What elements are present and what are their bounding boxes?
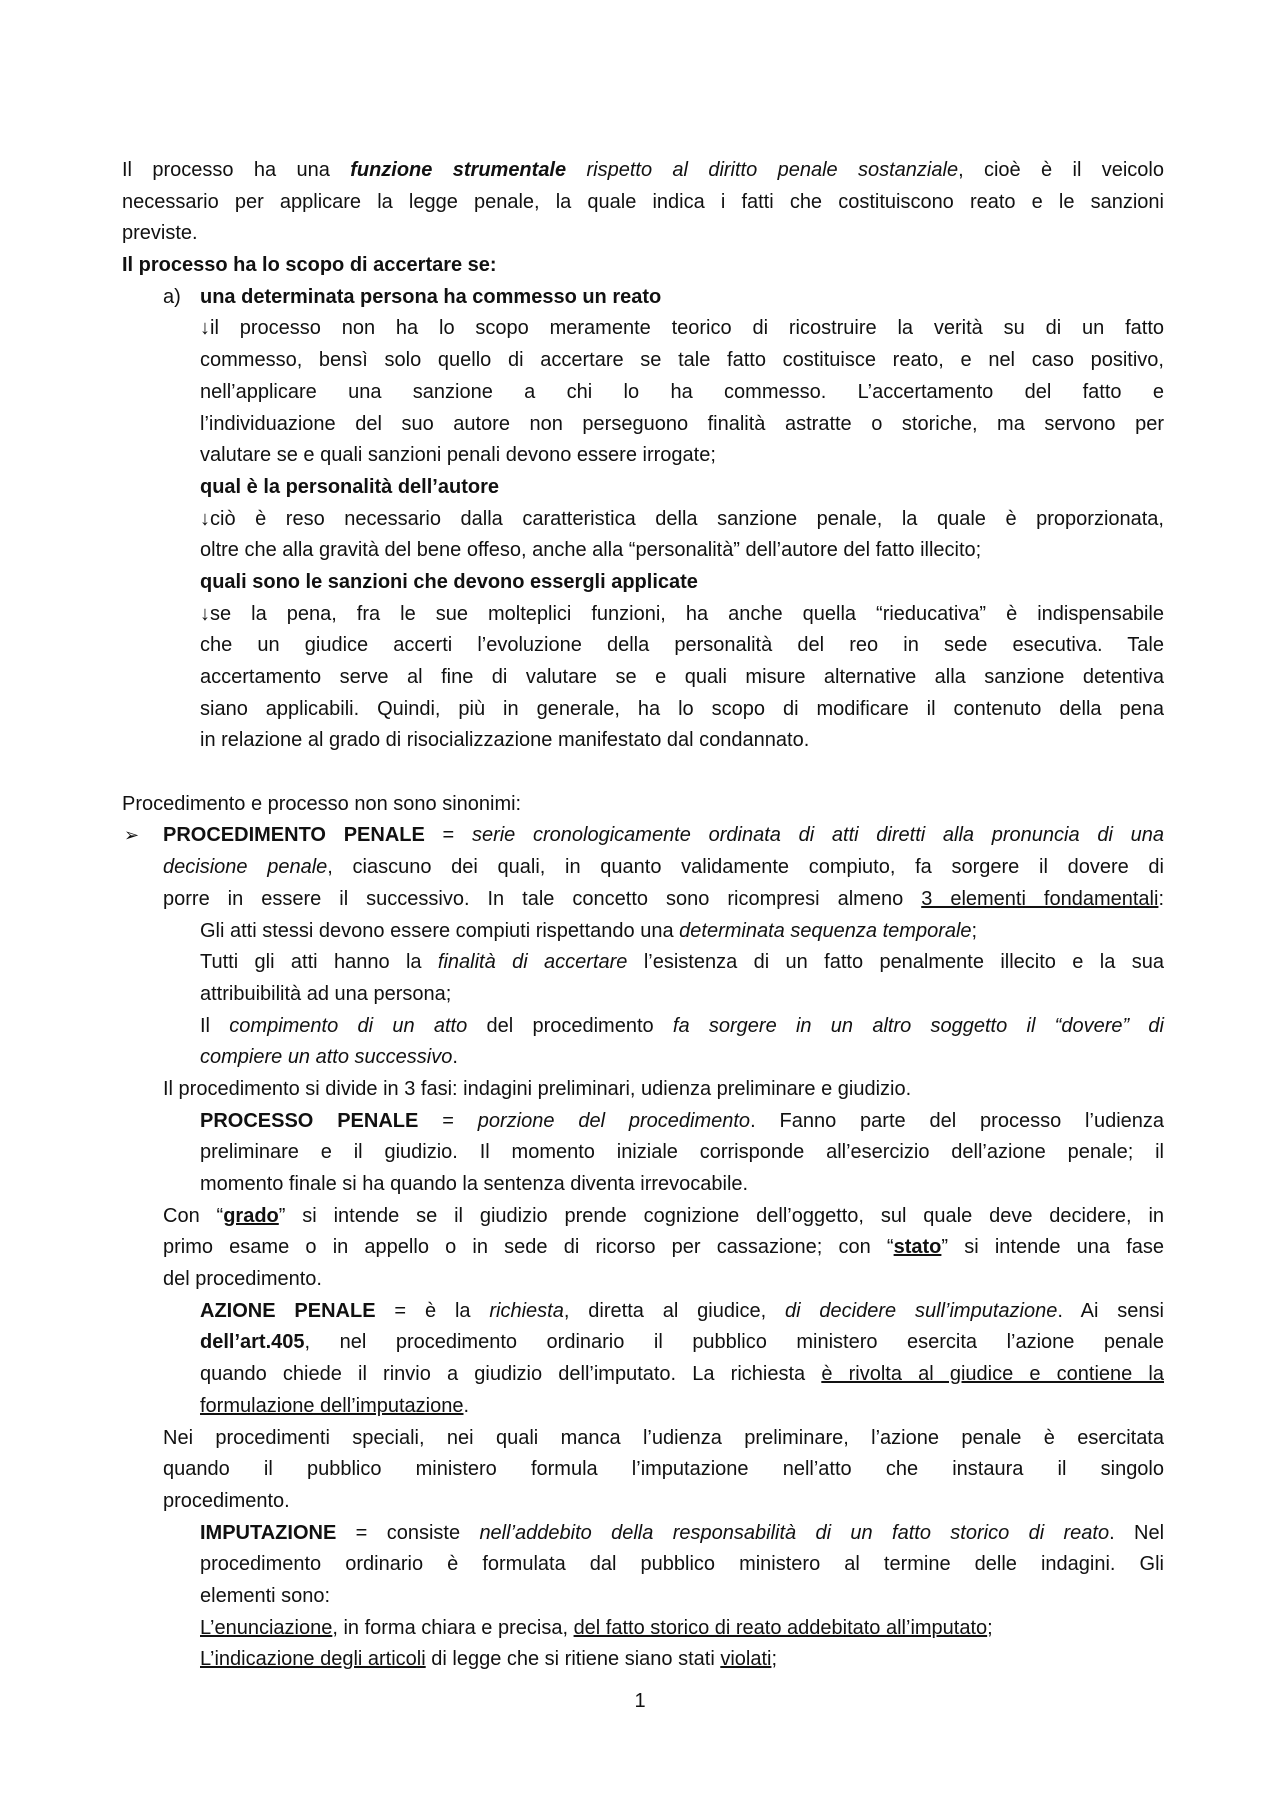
text: Procedimento e processo non sono sinonimi: [122, 792, 522, 815]
text: ” si intende se il giudizio prende cognizione dell’oggetto, sul quale deve decidere, in [278, 1204, 1165, 1227]
text-line [200, 440, 1164, 472]
text: = [418, 1109, 478, 1132]
text-line [163, 1264, 1164, 1296]
text-line [200, 947, 1164, 979]
text: ” si intende una fase [941, 1236, 1165, 1259]
text-line [163, 1423, 1164, 1455]
emphasis: porzione del procedimento [477, 1109, 751, 1132]
text-line [200, 979, 1164, 1011]
term: dell’art.405 [200, 1331, 305, 1354]
text: in relazione al grado di risocializzazione manifestato dal condannato. [200, 729, 810, 752]
text: ↓ciò è reso necessario dalla caratteristica della sanzione penale, la quale è proporzionata, [200, 507, 1164, 530]
text-line [200, 694, 1164, 726]
text: . Ai sensi [1057, 1299, 1164, 1322]
emphasis: compimento di un atto [229, 1014, 468, 1037]
text: ↓se la pena, fra le sue molteplici funzioni, ha anche quella “rieducativa” è indispensabile [200, 602, 1164, 625]
text: , diretta al giudice, [563, 1299, 785, 1322]
text: necessario per applicare la legge penale, la quale indica i fatti che costituiscono reato e le sanzioni [122, 190, 1164, 213]
text: porre in essere il successivo. In tale concetto sono ricompresi almeno [163, 887, 922, 910]
text: Nei procedimenti speciali, nei quali manca l’udienza preliminare, l’azione penale è esercitata [163, 1426, 1164, 1449]
text: Il processo ha lo scopo di accertare se: [122, 254, 497, 277]
text: Gli atti stessi devono essere compiuti rispettando una [200, 919, 680, 942]
text-line [163, 1232, 1164, 1264]
text: accertamento serve al fine di valutare se e quali misure alternative alla sanzione detentiva [200, 666, 1164, 688]
text-line [163, 1486, 1164, 1518]
text: l’esistenza di un fatto penalmente illecito e la sua [627, 951, 1164, 974]
text: commesso, bensì solo quello di accertare se tale fatto costituisce reato, e nel caso positivo, [200, 349, 1164, 372]
text: Con “ [163, 1204, 224, 1227]
underlined-text: formulazione dell’imputazione [200, 1394, 464, 1417]
text: procedimento. [163, 1489, 290, 1512]
text: : [1158, 887, 1164, 910]
text: , ciascuno dei quali, in quanto validamente compiuto, fa sorgere il dovere di [327, 856, 1164, 879]
text: ; [987, 1616, 993, 1639]
arrow-bullet-icon: ➢ [124, 825, 140, 846]
term: IMPUTAZIONE [200, 1521, 337, 1544]
section-heading [122, 250, 1164, 282]
emphasis: serie cronologicamente ordinata di atti diretti alla pronuncia di una [471, 824, 1164, 847]
emphasis: determinata sequenza temporale [679, 919, 972, 942]
blank-line [0, 757, 1164, 789]
text: qual è la personalità dell’autore [200, 475, 499, 498]
text: di legge che si ritiene siano stati [425, 1648, 721, 1671]
text-line [163, 1201, 1164, 1233]
underlined-text: del fatto storico di reato addebitato all’imputato [573, 1616, 988, 1639]
bullet-item [124, 820, 1164, 852]
subheading [200, 472, 1164, 504]
emphasis: fa sorgere in un altro soggetto il “dovere” di [672, 1014, 1164, 1037]
text: l’individuazione del suo autore non perseguono finalità astratte o storiche, ma servono per [200, 412, 1164, 435]
text: preliminare e il giudizio. Il momento iniziale corrisponde all’esercizio dell’azione penale; il [200, 1141, 1164, 1164]
text: una determinata persona ha commesso un reato [200, 285, 662, 308]
underlined-text: è rivolta al giudice e contiene la [821, 1363, 1165, 1386]
text: , nel procedimento ordinario il pubblico ministero esercita l’azione penale [304, 1331, 1164, 1354]
emphasis: funzione strumentale [350, 159, 567, 181]
text-line [122, 187, 1164, 219]
text-line [200, 630, 1164, 662]
text: Il [200, 1014, 230, 1037]
text-line [163, 1454, 1164, 1486]
underlined-text: L’indicazione degli articoli [200, 1648, 426, 1671]
text-line [200, 409, 1164, 441]
text: oltre che alla gravità del bene offeso, anche alla “personalità” dell’autore del fatto illecito; [200, 539, 982, 562]
text: . [452, 1046, 458, 1069]
text: . [463, 1394, 470, 1417]
text: siano applicabili. Quindi, più in generale, ha lo scopo di modificare il contenuto della pena [200, 697, 1164, 720]
text-line [200, 599, 1164, 631]
text: , cioè è il veicolo [958, 159, 1164, 181]
underlined-text: violati [720, 1648, 772, 1671]
text-line [200, 916, 1164, 948]
term: grado [223, 1204, 279, 1227]
text: valutare se e quali sanzioni penali devono essere irrogate; [200, 444, 716, 467]
text: quando chiede il rinvio a giudizio dell’imputato. La richiesta [200, 1363, 822, 1386]
text: momento finale si ha quando la sentenza diventa irrevocabile. [200, 1173, 749, 1195]
underlined-text: L’enunciazione [200, 1616, 333, 1639]
text-line [122, 218, 1164, 250]
text-line [163, 884, 1164, 916]
text-line [122, 789, 1164, 821]
text-line [200, 1518, 1164, 1550]
text: = consiste [336, 1521, 480, 1544]
text-line [200, 1106, 1164, 1138]
document-page [0, 155, 1280, 1676]
emphasis: richiesta [489, 1299, 564, 1322]
subheading [200, 567, 1164, 599]
text: ↓il processo non ha lo scopo meramente teorico di ricostruire la verità su di un fatto [200, 317, 1164, 340]
term: stato [893, 1236, 942, 1259]
text-line [163, 1074, 1164, 1106]
text: attribuibilità ad una persona; [200, 982, 452, 1005]
text-line [200, 313, 1164, 345]
text-line [200, 725, 1164, 757]
list-marker: a) [163, 285, 181, 308]
text-line [200, 1137, 1164, 1169]
text: = [424, 824, 472, 847]
text: primo esame o in appello o in sede di ricorso per cassazione; con “ [163, 1236, 894, 1259]
text: quando il pubblico ministero formula l’imputazione nell’atto che instaura il singolo [163, 1458, 1164, 1481]
text: = è la [375, 1299, 490, 1322]
text: Il processo ha una [122, 159, 351, 181]
text: previste. [122, 222, 198, 245]
text-line [200, 1549, 1164, 1581]
text-line [200, 377, 1164, 409]
text-line [200, 1327, 1164, 1359]
text: che un giudice accerti l’evoluzione della personalità del reo in sede esecutiva. Tale [200, 634, 1164, 657]
text-line [200, 1011, 1164, 1043]
text: . Nel [1109, 1521, 1165, 1544]
text: del procedimento. [163, 1268, 322, 1291]
text-line [200, 504, 1164, 536]
text-line [200, 1391, 1164, 1423]
text: ; [971, 919, 978, 942]
text: ; [771, 1648, 778, 1671]
emphasis: nell’addebito della responsabilità di un fatto storico di reato [479, 1521, 1110, 1544]
text: elementi sono: [200, 1584, 331, 1607]
text-line [200, 1042, 1164, 1074]
emphasis: di decidere sull’imputazione [785, 1299, 1058, 1322]
term: PROCEDIMENTO PENALE [163, 824, 425, 847]
text-line [200, 345, 1164, 377]
text: quali sono le sanzioni che devono essergli applicate [200, 570, 698, 593]
underlined-text: 3 elementi fondamentali [921, 887, 1159, 910]
emphasis: decisione penale [163, 856, 328, 879]
text-line [200, 1359, 1164, 1391]
text-line [200, 662, 1164, 694]
page-number: 1 [634, 1690, 646, 1712]
text: procedimento ordinario è formulata dal pubblico ministero al termine delle indagini. Gli [200, 1553, 1164, 1576]
term: AZIONE PENALE [200, 1299, 376, 1322]
text-line [122, 155, 1164, 187]
emphasis: finalità di accertare [437, 951, 628, 974]
list-item-a [163, 282, 1164, 314]
text-line [163, 852, 1164, 884]
text: , in forma chiara e precisa, [332, 1616, 574, 1639]
text-line [200, 1169, 1164, 1201]
text: nell’applicare una sanzione a chi lo ha commesso. L’accertamento del fatto e [200, 380, 1164, 403]
text: . Fanno parte del processo l’udienza [750, 1109, 1165, 1132]
emphasis: rispetto al diritto penale sostanziale [566, 159, 959, 181]
text-line [200, 535, 1164, 567]
emphasis: compiere un atto successivo [200, 1046, 453, 1069]
text-line [200, 1644, 1164, 1676]
text-line [200, 1613, 1164, 1645]
text-line [200, 1296, 1164, 1328]
term: PROCESSO PENALE [200, 1109, 419, 1132]
text: Tutti gli atti hanno la [200, 951, 438, 974]
text-line [200, 1581, 1164, 1613]
text: Il procedimento si divide in 3 fasi: indagini preliminari, udienza preliminare e giudizio. [163, 1077, 912, 1100]
text: del procedimento [467, 1014, 673, 1037]
